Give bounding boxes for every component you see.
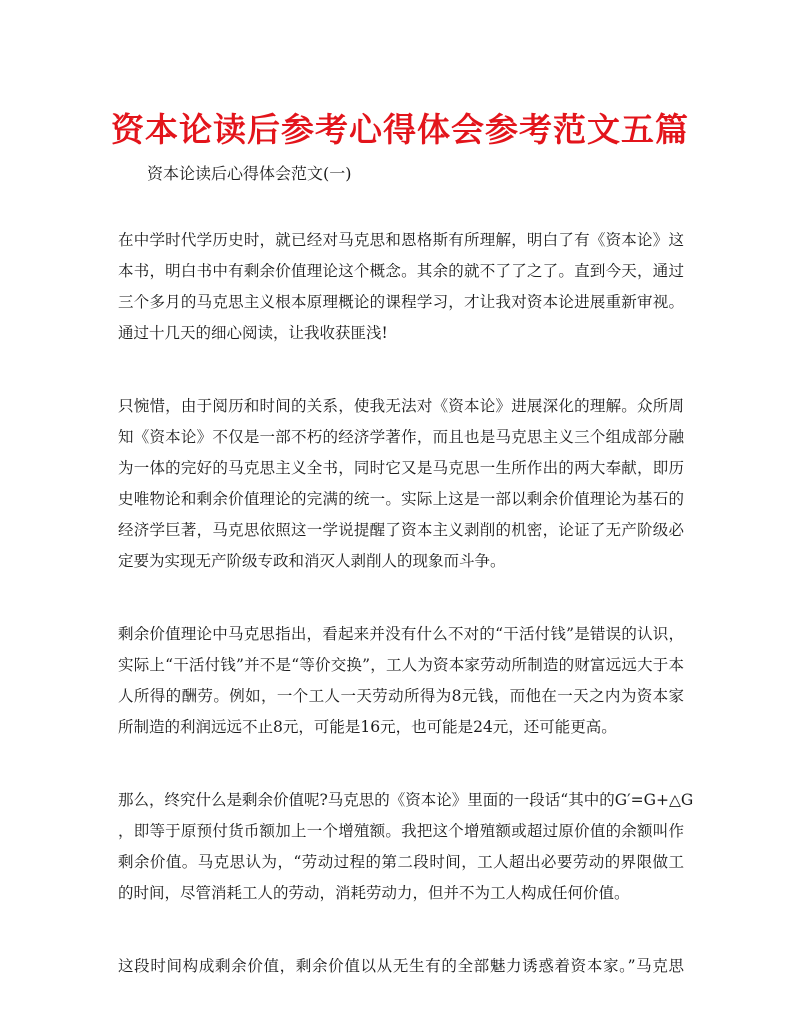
document-title: 资本论读后参考心得体会参考范文五篇 [111,110,689,149]
text-line: 那么，终究什么是剩余价值呢?马克思的《资本论》里面的一段话“其中的G′=G+△G [118,791,694,809]
text-line: 在中学时代学历史时，就已经对马克思和恩格斯有所理解，明白了有《资本论》这 [118,231,684,249]
text-line: 人所得的酬劳。例如，一个工人一天劳动所得为8元钱，而他在一天之内为资本家 [118,687,684,705]
document-subtitle: 资本论读后心得体会范文(一) [147,164,352,183]
text-line: 定要为实现无产阶级专政和消灭人剥削人的现象而斗争。 [118,552,506,570]
paragraph-3 [118,619,684,743]
text-line: 三个多月的马克思主义根本原理概论的课程学习，才让我对资本论进展重新审视。 [118,293,684,311]
text-line: 剩余价值。马克思认为，“劳动过程的第二段时间，工人超出必要劳动的界限做工 [118,853,684,871]
text-line: 这段时间构成剩余价值，剩余价值以从无生有的全部魅力诱惑着资本家。”马克思 [118,957,684,975]
text-line: ，即等于原预付货币额加上一个增殖额。我把这个增殖额或超过原价值的余额叫作 [118,822,684,840]
text-line: 本书，明白书中有剩余价值理论这个概念。其余的就不了了之了。直到今天，通过 [118,262,684,280]
text-line: 通过十几天的细心阅读，让我收获匪浅! [118,324,388,342]
paragraph-4 [118,785,694,909]
text-line: 经济学巨著，马克思依照这一学说提醒了资本主义剥削的机密，论证了无产阶级必 [118,521,684,539]
paragraph-2 [118,391,684,577]
text-line: 知《资本论》不仅是一部不朽的经济学著作，而且也是马克思主义三个组成部分融 [118,428,684,446]
text-line: 所制造的利润远远不止8元，可能是16元，也可能是24元，还可能更高。 [118,718,617,736]
paragraph-5 [118,951,684,982]
text-line: 的时间，尽管消耗工人的劳动，消耗劳动力，但并不为工人构成任何价值。 [118,884,630,902]
text-line: 为一体的完好的马克思主义全书，同时它又是马克思一生所作出的两大奉献，即历 [118,459,684,477]
paragraph-1 [118,225,684,349]
document-body [118,225,694,1024]
text-line: 只惋惜，由于阅历和时间的关系，使我无法对《资本论》进展深化的理解。众所周 [118,397,684,415]
text-line: 剩余价值理论中马克思指出，看起来并没有什么不对的“干活付钱”是错误的认识， [118,625,684,643]
text-line: 实际上“干活付钱”并不是“等价交换”，工人为资本家劳动所制造的财富远远大于本 [118,656,684,674]
text-line: 史唯物论和剩余价值理论的完满的统一。实际上这是一部以剩余价值理论为基石的 [118,490,684,508]
